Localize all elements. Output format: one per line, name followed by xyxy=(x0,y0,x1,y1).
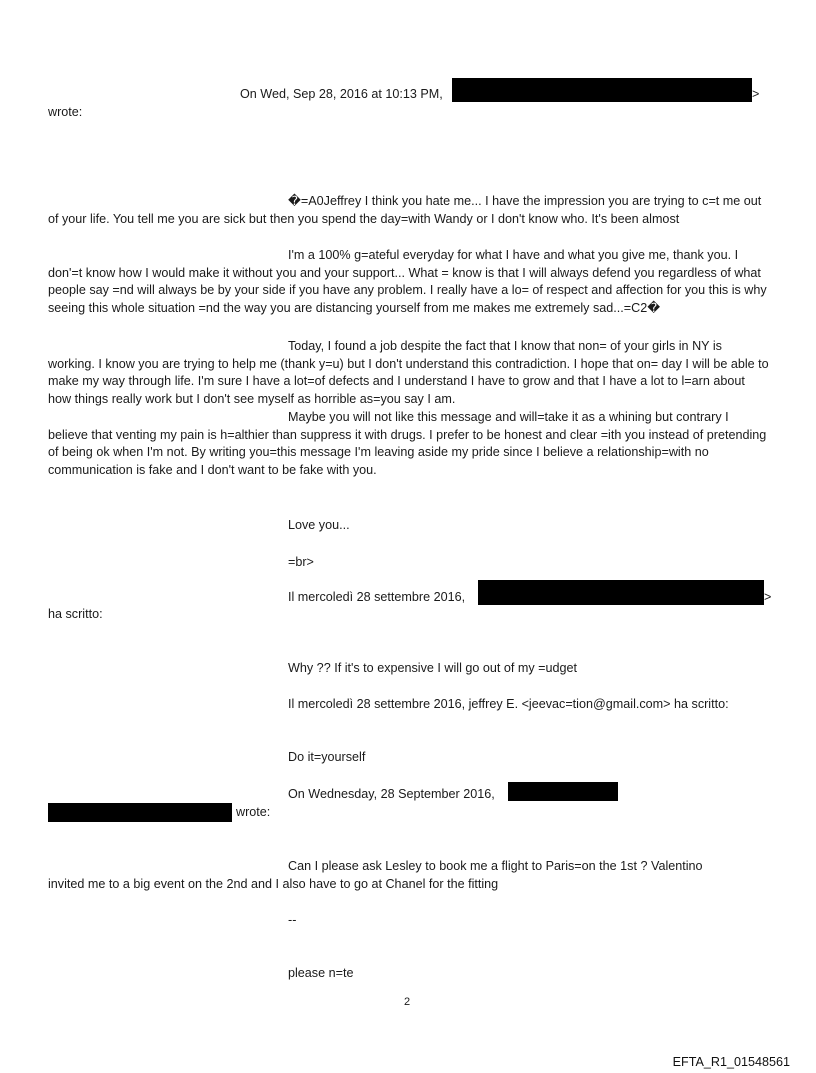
header-date-line: On Wed, Sep 28, 2016 at 10:13 PM, xyxy=(240,87,443,101)
paragraph-4: Maybe you will not like this message and will=take it as a whining but contrary I believe that venting my pain is h=althier than suppress it with drugs. I prefer to be honest and clear =ith you instead of pretending of being ok when I'm not. By writing you=this message I'm leaving aside my pride since I believe a relationship=with no communication is fake and I don't want to be fake with you. xyxy=(48,410,767,477)
italian-header-2: Il mercoledì 28 settembre 2016, jeffrey E. <jeevac=tion@gmail.com> ha scritto: xyxy=(288,697,729,711)
redaction-box xyxy=(452,78,752,102)
br-artifact: =br> xyxy=(288,555,314,569)
page-number: 2 xyxy=(404,996,411,1008)
flight-line-1: Can I please ask Lesley to book me a flight to Paris=on the 1st ? Valentino xyxy=(288,859,703,873)
ha-scritto-label: ha scritto: xyxy=(48,607,103,621)
paragraph-2: I'm a 100% g=ateful everyday for what I have and what you give me, thank you. I don'=t know how I would make it without you and your support... What = know is that I will always defend you regardless of what people say =nd will always be by your side if you have any problem. I really have a lo= of respect and affection for you this is why seeing this whole situation =nd the way you are distancing yourself from me makes me extremely sad...=C2� xyxy=(48,248,767,315)
redaction-box xyxy=(48,803,232,822)
document-id: EFTA_R1_01548561 xyxy=(672,1055,790,1069)
paragraph-1: �=A0Jeffrey I think you hate me... I have the impression you are trying to c=t me out of your life. You tell me you are sick but then you spend the day=with Wandy or I don't know who. It's been almost xyxy=(48,194,762,226)
on-wednesday-line: On Wednesday, 28 September 2016, xyxy=(288,787,495,801)
wrote-label: wrote: xyxy=(48,105,83,119)
flight-line-2: invited me to a big event on the 2nd and I also have to go at Chanel for the fitting xyxy=(48,877,499,891)
do-it-line: Do it=yourself xyxy=(288,750,366,764)
paragraph-3: Today, I found a job despite the fact that I know that non= of your girls in NY is working. I know you are trying to help me (thank y=u) but I don't understand this contradiction. I hope that on= day I will be able to make my way through life. I'm sure I have a lot=of defects and I understand I have to grow and that I have a lot to l=arn about how things really work but I don't see myself as horrible as=you say I am. xyxy=(48,339,769,406)
redaction-box xyxy=(508,782,618,801)
italian-arrow: > xyxy=(764,590,772,604)
wrote-label-2: wrote: xyxy=(236,805,271,819)
signature-dashes: -- xyxy=(288,913,297,927)
header-arrow: > xyxy=(752,87,760,101)
redaction-box xyxy=(478,580,764,605)
italian-header-1: Il mercoledì 28 settembre 2016, xyxy=(288,590,466,604)
why-line: Why ?? If it's to expensive I will go out of my =udget xyxy=(288,661,578,675)
love-line: Love you... xyxy=(288,518,350,532)
please-note-line: please n=te xyxy=(288,966,354,980)
